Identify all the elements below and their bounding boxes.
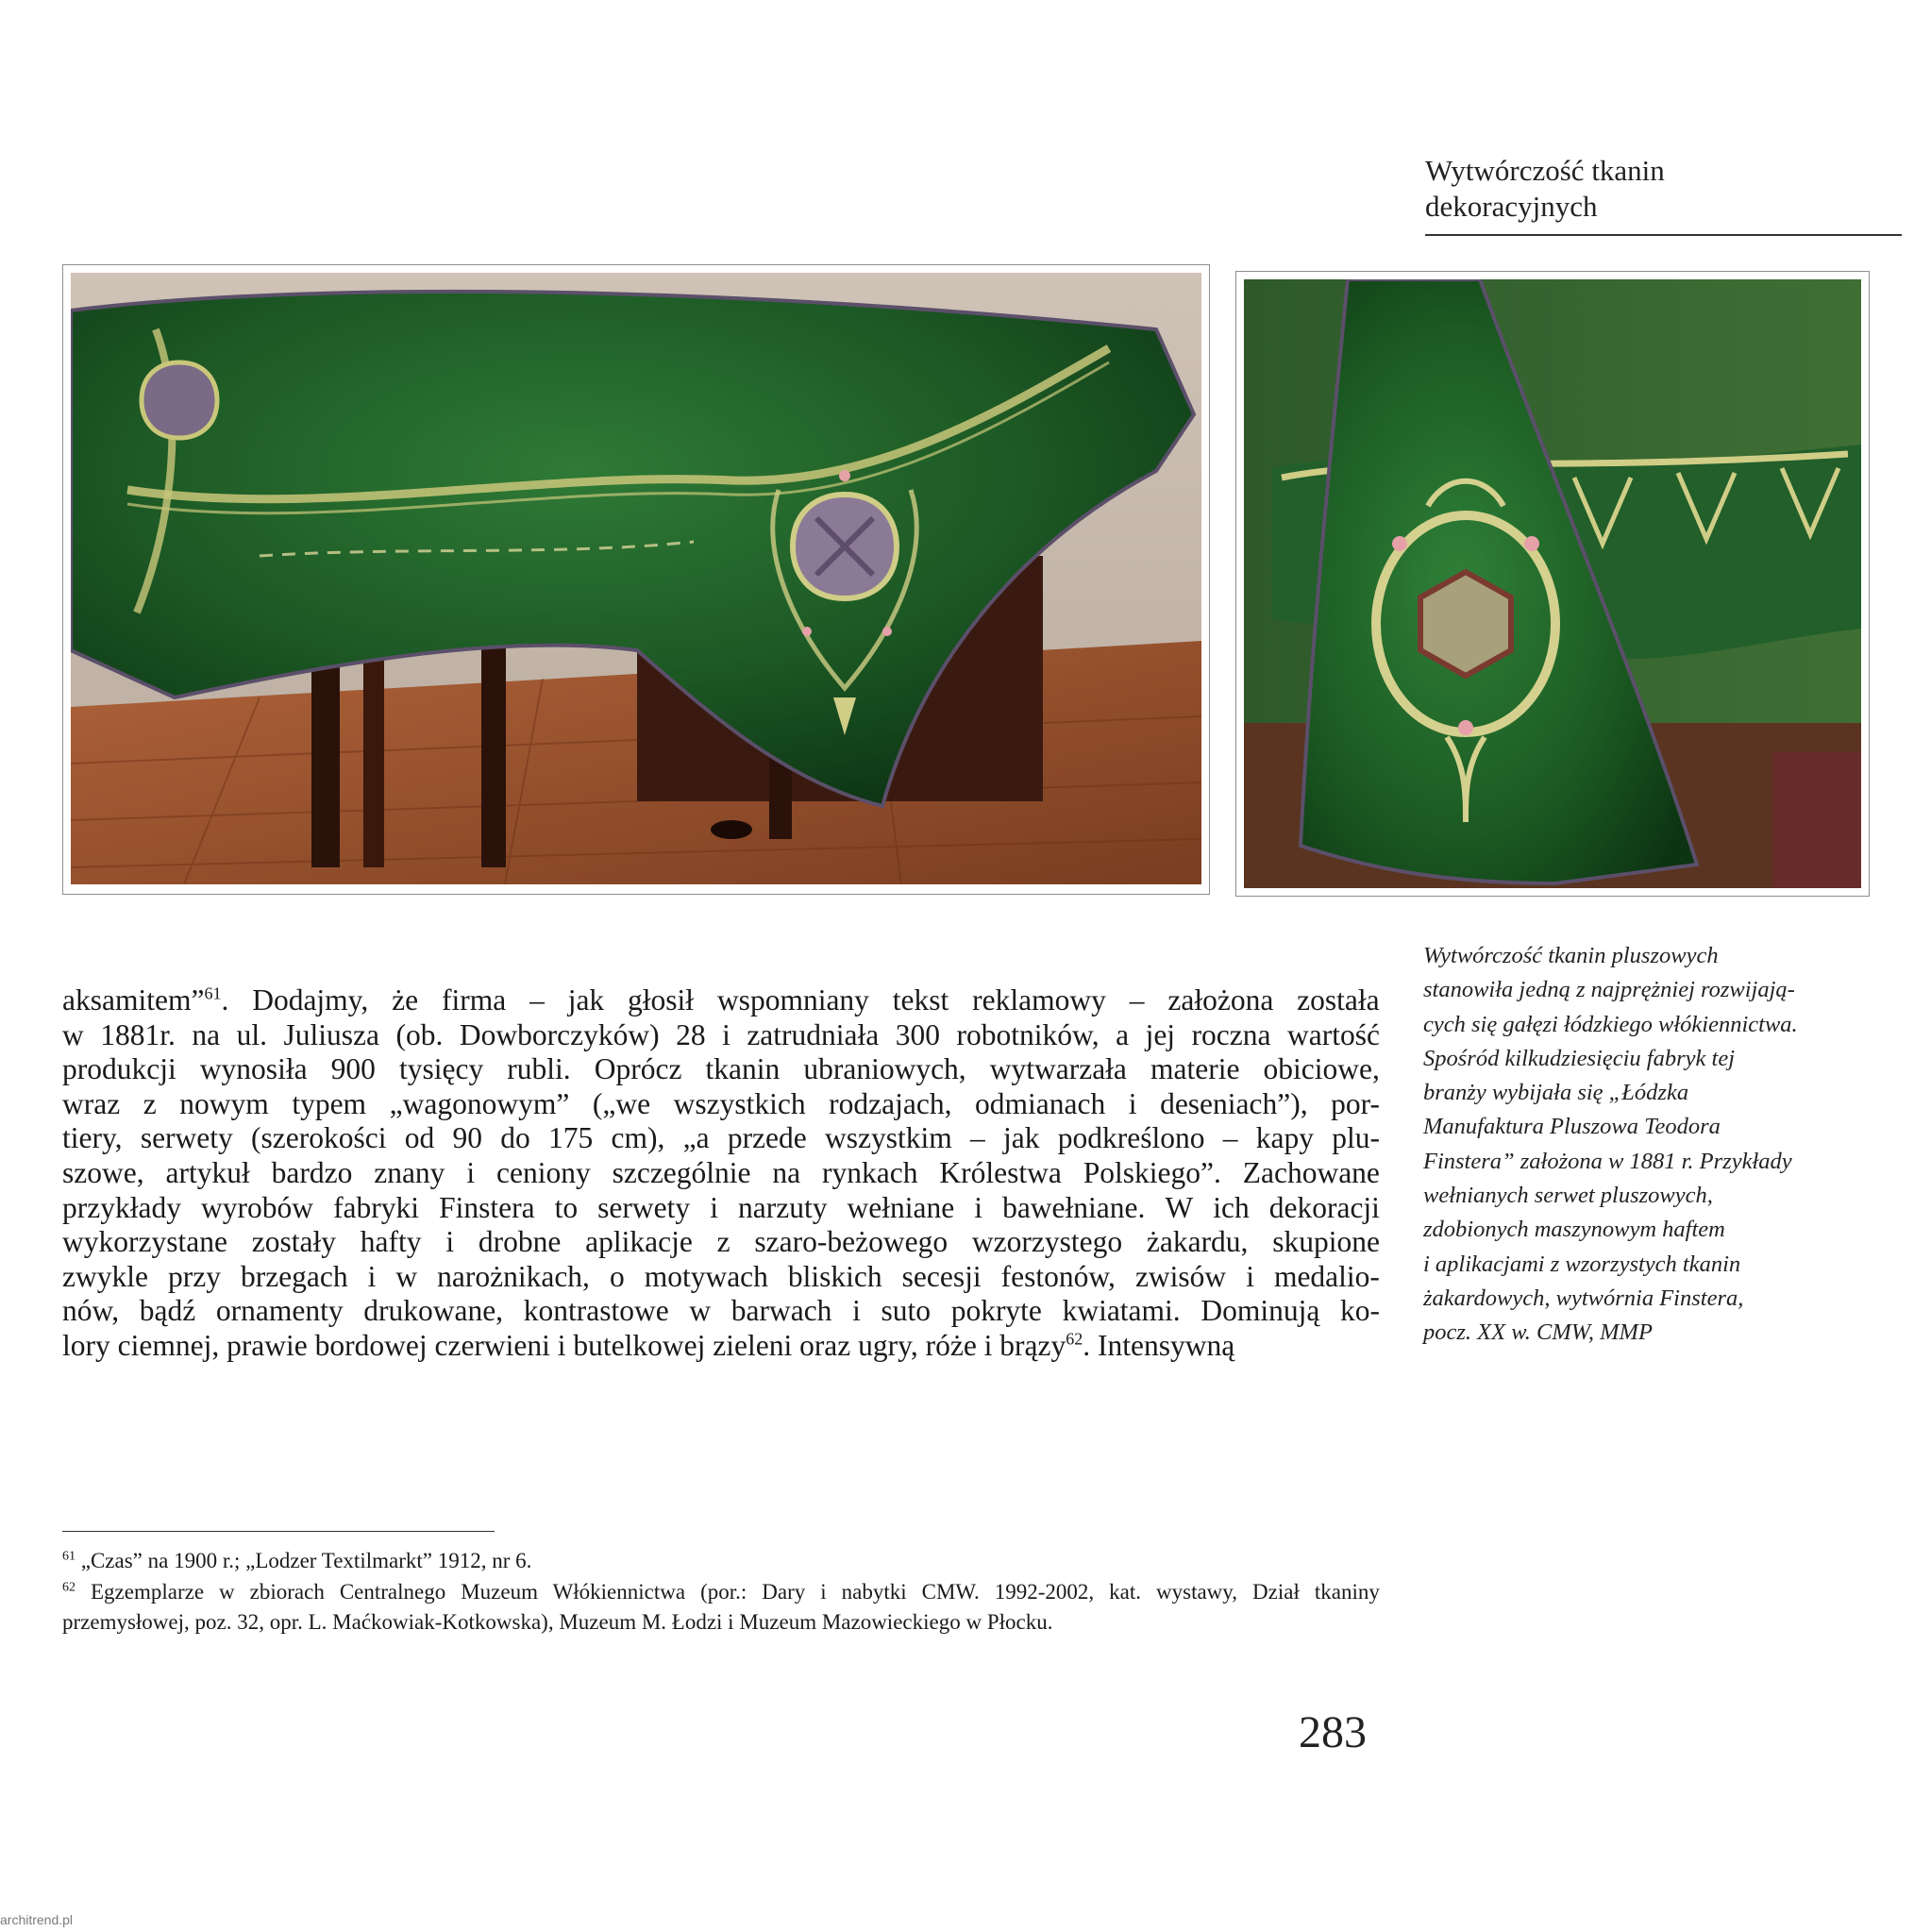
body-line-last bbox=[62, 1329, 1380, 1364]
body-word: hafty bbox=[360, 1225, 422, 1259]
body-word: narożnikach, bbox=[437, 1259, 590, 1293]
body-word: 300 bbox=[895, 1017, 940, 1051]
body-word: produkcji bbox=[62, 1052, 176, 1086]
caption-line: i aplikacjami z wzorzystych tkanin bbox=[1423, 1251, 1741, 1277]
watermark: architrend.pl bbox=[0, 1912, 74, 1927]
caption-line: stanowiła jedną z najprężniej rozwijają- bbox=[1423, 977, 1795, 1003]
body-word: ul. bbox=[236, 1017, 268, 1051]
body-word: zwykle bbox=[62, 1259, 148, 1293]
body-line bbox=[62, 1156, 1380, 1191]
body-word: i bbox=[367, 1259, 377, 1293]
body-text-fragment: . Dodajmy, że firma – jak głosił wspomniany tekst reklamowy – założona została bbox=[221, 983, 1380, 1016]
body-word: kapy bbox=[1255, 1121, 1314, 1155]
body-text bbox=[62, 983, 1380, 1364]
body-word: jej bbox=[1145, 1017, 1176, 1051]
caption-line: żakardowych, wytwórnia Finstera, bbox=[1423, 1285, 1744, 1311]
body-word: przede bbox=[727, 1121, 807, 1155]
body-word: wzorzystego bbox=[971, 1225, 1123, 1259]
body-word: to bbox=[554, 1190, 579, 1224]
body-word: barwach bbox=[730, 1294, 832, 1328]
body-word: kontrastowe bbox=[523, 1294, 669, 1328]
body-word: wyrobów bbox=[201, 1190, 314, 1224]
body-word: ornamenty bbox=[215, 1294, 344, 1328]
body-word: narzuty bbox=[738, 1190, 828, 1224]
body-word: rubli. bbox=[507, 1052, 571, 1086]
body-word: w bbox=[62, 1017, 84, 1051]
footnote-62-content bbox=[62, 1577, 1380, 1608]
footnote-separator bbox=[62, 1531, 495, 1532]
body-word: bardzo bbox=[271, 1155, 353, 1189]
figure-caption bbox=[1423, 939, 1867, 1351]
body-word: (ob. bbox=[395, 1017, 444, 1051]
body-word: odmianach bbox=[975, 1086, 1106, 1120]
caption-line: Finstera” założona w 1881 r. Przykłady bbox=[1423, 1148, 1792, 1174]
body-word: wartość bbox=[1287, 1017, 1380, 1051]
body-word: Królestwa bbox=[939, 1155, 1062, 1189]
body-word: pokryte bbox=[950, 1294, 1042, 1328]
body-word: skupione bbox=[1272, 1225, 1380, 1259]
section-header-line-1: Wytwórczość tkanin bbox=[1425, 154, 1665, 187]
body-word: serwety bbox=[140, 1121, 233, 1155]
body-word: tkanin bbox=[705, 1052, 781, 1086]
body-word: jak bbox=[1003, 1121, 1040, 1155]
footnote-62-cont: przemysłowej, poz. 32, opr. L. Maćkowiak-Kotkowska), Muzeum M. Łodzi i Muzeum Mazowieckiego w Płocku. bbox=[62, 1610, 1053, 1634]
body-line bbox=[62, 1121, 1380, 1156]
body-word: aplikacje bbox=[585, 1225, 693, 1259]
body-word: i bbox=[466, 1155, 476, 1189]
body-line-first-start bbox=[62, 983, 1380, 1018]
footnote-61-content bbox=[62, 1546, 531, 1577]
body-word: roczna bbox=[1191, 1017, 1271, 1051]
body-word: 28 bbox=[676, 1017, 706, 1051]
body-word: przy bbox=[167, 1259, 221, 1293]
body-word: – bbox=[1222, 1121, 1238, 1155]
body-word: bliskich bbox=[787, 1259, 882, 1293]
body-word: na bbox=[192, 1017, 221, 1051]
body-line bbox=[62, 1294, 1380, 1329]
cover-detail-illustration bbox=[1244, 279, 1861, 888]
body-word: Dowborczyków) bbox=[459, 1017, 660, 1051]
body-word: rynkach bbox=[822, 1155, 918, 1189]
footnote-ref-62: 62 bbox=[1066, 1329, 1083, 1349]
body-word: plu- bbox=[1332, 1121, 1380, 1155]
body-word: kwiatami. bbox=[1062, 1294, 1181, 1328]
body-word: na bbox=[772, 1155, 801, 1189]
section-header-line-2: dekoracyjnych bbox=[1425, 190, 1598, 223]
body-word: wytwarzała bbox=[989, 1052, 1127, 1086]
body-word: o bbox=[609, 1259, 625, 1293]
body-line-last-content bbox=[62, 1329, 1234, 1364]
footnote-text: „Czas” na 1900 r.; „Lodzer Textilmarkt” 1912, nr 6. bbox=[76, 1549, 532, 1572]
body-word: ceniony bbox=[495, 1155, 591, 1189]
piano-cover-illustration bbox=[71, 273, 1201, 884]
footnote-ref-61: 61 bbox=[204, 983, 222, 1003]
body-word: i bbox=[445, 1225, 455, 1259]
body-word: typem bbox=[292, 1086, 367, 1120]
body-word: medalio- bbox=[1273, 1259, 1380, 1293]
body-line bbox=[62, 1018, 1380, 1053]
body-word: materie bbox=[1150, 1052, 1240, 1086]
body-word: Dominują bbox=[1200, 1294, 1320, 1328]
footnote-62 bbox=[62, 1577, 1380, 1608]
body-word: zatrudniała bbox=[747, 1017, 880, 1051]
body-word: wynosiła bbox=[199, 1052, 308, 1086]
body-word: artykuł bbox=[165, 1155, 250, 1189]
caption-line: Wytwórczość tkanin pluszowych bbox=[1423, 943, 1719, 968]
body-line bbox=[62, 1052, 1380, 1087]
photo-piano-cover bbox=[62, 264, 1210, 895]
body-word: drukowane, bbox=[363, 1294, 504, 1328]
body-word: ich bbox=[1213, 1190, 1250, 1224]
body-word: Zachowane bbox=[1242, 1155, 1380, 1189]
body-word: suto bbox=[881, 1294, 932, 1328]
body-word: cm), bbox=[611, 1121, 665, 1155]
body-word: 1881r. bbox=[100, 1017, 176, 1051]
body-word: bawełniane. bbox=[1002, 1190, 1146, 1224]
body-word: dekoracji bbox=[1268, 1190, 1380, 1224]
body-word: przykłady bbox=[62, 1190, 181, 1224]
body-word: por- bbox=[1331, 1086, 1380, 1120]
body-word: brzegach bbox=[240, 1259, 348, 1293]
body-word: obiciowe, bbox=[1263, 1052, 1380, 1086]
body-word: i bbox=[1246, 1259, 1254, 1293]
body-word: i bbox=[974, 1190, 983, 1224]
caption-line: wełnianych serwet pluszowych, bbox=[1423, 1183, 1713, 1209]
body-word: drobne bbox=[478, 1225, 562, 1259]
body-word: W bbox=[1165, 1190, 1194, 1224]
body-word: z bbox=[143, 1086, 157, 1120]
body-word: tysięcy bbox=[398, 1052, 484, 1086]
body-word: szowe, bbox=[62, 1155, 144, 1189]
section-header bbox=[1425, 153, 1902, 236]
body-word: (szerokości bbox=[251, 1121, 387, 1155]
body-word: 175 bbox=[547, 1121, 594, 1155]
body-word: Oprócz bbox=[594, 1052, 682, 1086]
body-text-fragment: aksamitem” bbox=[62, 983, 205, 1016]
body-word: żakardu, bbox=[1146, 1225, 1249, 1259]
body-word: a bbox=[1116, 1017, 1130, 1051]
body-word: „a bbox=[682, 1121, 710, 1155]
body-word: 900 bbox=[330, 1052, 376, 1086]
body-word: fabryki bbox=[333, 1190, 420, 1224]
body-word: od bbox=[404, 1121, 435, 1155]
body-word: w bbox=[689, 1294, 712, 1328]
body-word: i bbox=[1128, 1086, 1137, 1120]
page-number: 283 bbox=[1299, 1707, 1367, 1757]
footnote-mark: 61 bbox=[62, 1549, 76, 1564]
body-word: secesji bbox=[901, 1259, 982, 1293]
body-word: szaro-beżowego bbox=[754, 1225, 949, 1259]
body-word: serwety bbox=[597, 1190, 691, 1224]
body-word: Juliusza bbox=[283, 1017, 379, 1051]
body-word: wszystkim bbox=[825, 1121, 952, 1155]
body-text-fragment: lory ciemnej, prawie bordowej czerwieni i butelkowej zieleni oraz ugry, róże i brązy bbox=[62, 1328, 1066, 1362]
caption-line: Spośród kilkudziesięciu fabryk tej bbox=[1423, 1045, 1735, 1071]
body-word: – bbox=[970, 1121, 985, 1155]
body-word: szczególnie bbox=[612, 1155, 751, 1189]
body-word: znany bbox=[374, 1155, 445, 1189]
body-line bbox=[62, 1225, 1380, 1260]
body-word: i bbox=[852, 1294, 861, 1328]
body-word: bądź bbox=[139, 1294, 196, 1328]
caption-line: zdobionych maszynowym haftem bbox=[1423, 1217, 1725, 1243]
body-line bbox=[62, 1191, 1380, 1226]
body-word: rodzajach, bbox=[829, 1086, 952, 1120]
body-word: z bbox=[716, 1225, 730, 1259]
caption-line: branży wybijała się „Łódzka bbox=[1423, 1080, 1689, 1106]
body-line-first bbox=[62, 983, 1380, 1018]
body-word: i bbox=[710, 1190, 718, 1224]
body-word: deseniach”), bbox=[1160, 1086, 1308, 1120]
body-word: w bbox=[395, 1259, 418, 1293]
body-line bbox=[62, 1087, 1380, 1122]
photo-cover-detail bbox=[1235, 271, 1870, 897]
body-line bbox=[62, 1260, 1380, 1295]
body-word: zwisów bbox=[1134, 1259, 1227, 1293]
body-word: zostały bbox=[251, 1225, 336, 1259]
body-word: tiery, bbox=[62, 1121, 123, 1155]
body-word: festonów, bbox=[1000, 1259, 1116, 1293]
body-word: Finstera bbox=[439, 1190, 535, 1224]
body-word: do bbox=[500, 1121, 530, 1155]
body-word: wszystkich bbox=[673, 1086, 806, 1120]
body-word: motywach bbox=[644, 1259, 768, 1293]
body-word: 90 bbox=[452, 1121, 482, 1155]
footnotes bbox=[62, 1546, 1380, 1638]
body-word: wraz bbox=[62, 1086, 121, 1120]
caption-line: Manufaktura Pluszowa Teodora bbox=[1423, 1114, 1721, 1140]
body-word: podkreślono bbox=[1057, 1121, 1205, 1155]
body-word: robotników, bbox=[956, 1017, 1100, 1051]
body-word: wełniane bbox=[847, 1190, 955, 1224]
footnote-mark: 62 bbox=[62, 1579, 76, 1594]
footnote-text: Egzemplarze w zbiorach Centralnego Muzeum Włókiennictwa (por.: Dary i nabytki CMW. 1992-2002, kat. wystawy, Dział tkaniny bbox=[76, 1579, 1380, 1604]
body-word: nowym bbox=[179, 1086, 269, 1120]
body-word: wykorzystane bbox=[62, 1225, 227, 1259]
caption-line: cych się gałęzi łódzkiego włókiennictwa. bbox=[1423, 1011, 1798, 1037]
body-word: ubraniowych, bbox=[803, 1052, 966, 1086]
body-word: „wagonowym” bbox=[389, 1086, 570, 1120]
body-word: ko- bbox=[1339, 1294, 1380, 1328]
body-word: i bbox=[722, 1017, 730, 1051]
body-word: („we bbox=[592, 1086, 651, 1120]
body-text-fragment: . Intensywną bbox=[1083, 1328, 1235, 1362]
body-word: Polskiego”. bbox=[1083, 1155, 1221, 1189]
caption-line: pocz. XX w. CMW, MMP bbox=[1423, 1319, 1653, 1346]
body-word: nów, bbox=[62, 1294, 120, 1328]
footnote-61 bbox=[62, 1546, 1380, 1577]
